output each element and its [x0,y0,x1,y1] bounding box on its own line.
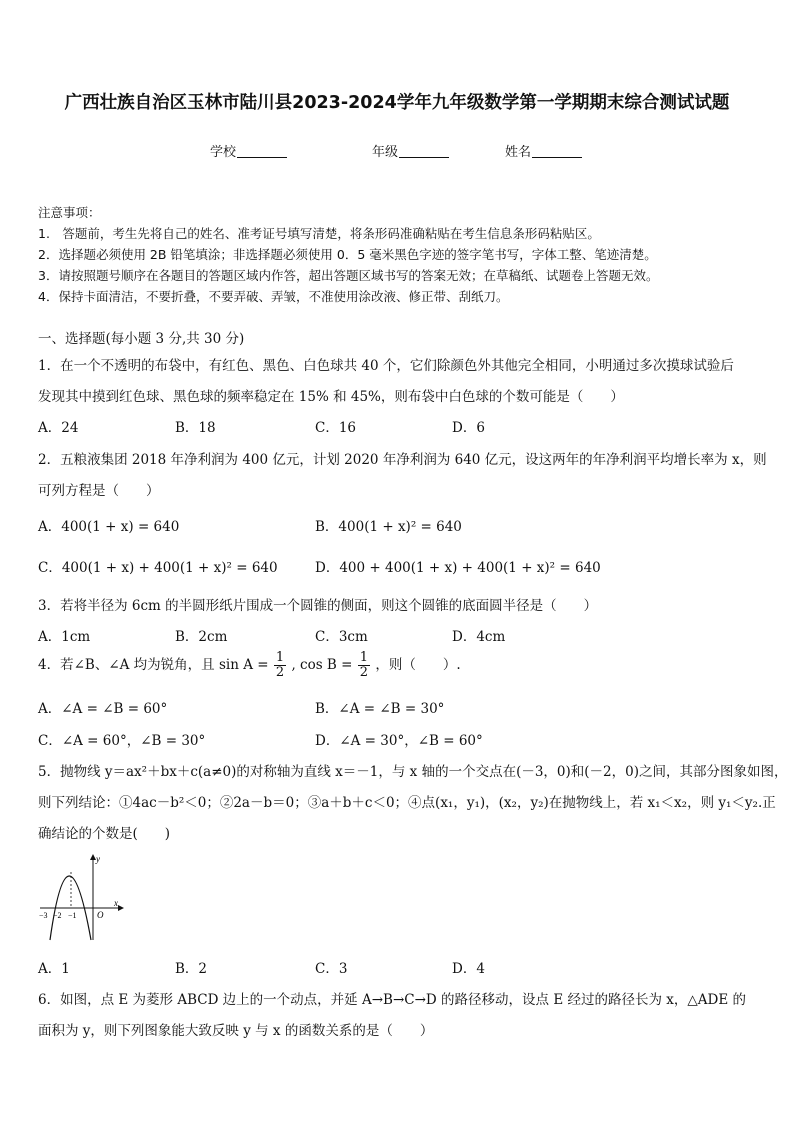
q2-option-d[interactable]: D．400 + 400(1 + x) + 400(1 + x)² = 640 [315,560,601,576]
q1-option-c[interactable]: C．16 [315,420,357,436]
q5-option-c[interactable]: C．3 [315,961,348,977]
grade-blank[interactable] [399,144,449,158]
notice-heading: 注意事项： [38,205,101,220]
name-field[interactable] [505,141,582,160]
name-label: 姓名 [505,145,532,160]
q2-option-b[interactable]: B．400(1 + x)² = 640 [315,519,462,535]
tick-label: −2 [53,911,62,920]
q4-option-a[interactable]: A．∠A = ∠B = 60° [38,701,168,717]
tick-label: −3 [39,911,48,920]
fraction-numerator: 1 [275,650,285,665]
page-title: 广西壮族自治区玉林市陆川县2023-2024学年九年级数学第一学期期末综合测试试题 [64,93,730,113]
q5-option-a[interactable]: A．1 [38,961,70,977]
notice-item: 2．选择题必须使用 2B 铅笔填涂；非选择题必须使用 0．5 毫米黑色字迹的签字笔书写，字体工整、笔迹清楚。 [38,247,657,262]
q3-option-b[interactable]: B．2cm [175,629,228,645]
q1-option-a[interactable]: A．24 [38,420,79,436]
q5-text-line3: 确结论的个数是( ) [38,826,171,842]
grade-label: 年级 [372,145,399,160]
q5-option-b[interactable]: B．2 [175,961,208,977]
fraction-numerator: 1 [359,650,369,665]
q1-option-b[interactable]: B．18 [175,420,216,436]
school-field[interactable] [210,141,287,160]
q3-option-a[interactable]: A．1cm [38,629,91,645]
q1-text-line2: 发现其中摸到红色球、黑色球的频率稳定在 15% 和 45%，则布袋中白色球的个数可能是（ ） [38,389,624,405]
x-axis-arrow-icon [118,905,124,911]
fraction [358,651,370,680]
origin-label: O [97,910,104,920]
fraction [274,651,286,680]
q3-text-line1: 3．若将半径为 6cm 的半圆形纸片围成一个圆锥的侧面，则这个圆锥的底面圆半径是（ ） [38,598,598,614]
q3-option-d[interactable]: D．4cm [452,629,506,645]
q4-prefix: 4．若∠B、∠A 均为锐角，且 sin A = [38,657,269,673]
x-axis-label: x [114,898,118,908]
fraction-denominator: 2 [275,665,285,680]
q4-option-c[interactable]: C．∠A = 60°，∠B = 30° [38,733,206,749]
y-axis-label: y [96,854,100,864]
q4-suffix: ，则（ ）. [375,657,461,673]
q1-text-line1: 1．在一个不透明的布袋中，有红色、黑色、白色球共 40 个，它们除颜色外其他完全相同，小明通过多次摸球试验后 [38,358,734,374]
notice-item: 4．保持卡面清洁，不要折叠，不要弄破、弄皱，不准使用涂改液、修正带、刮纸刀。 [38,289,509,304]
name-blank[interactable] [532,144,582,158]
grade-field[interactable] [372,141,449,160]
q5-option-d[interactable]: D．4 [452,961,485,977]
school-blank[interactable] [237,144,287,158]
q4-option-b[interactable]: B．∠A = ∠B = 30° [315,701,445,717]
school-label: 学校 [210,145,237,160]
q4-option-d[interactable]: D．∠A = 30°，∠B = 60° [315,733,483,749]
q5-text-line1: 5．抛物线 y＝ax²＋bx＋c(a≠0)的对称轴为直线 x＝－1，与 x 轴的一个交点在(－3，0)和(－2，0)之间，其部分图象如图， [38,764,788,780]
q5-text-line2: 则下列结论：①4ac－b²＜0；②2a－b＝0；③a＋b＋c＜0；④点(x₁，y₁)，(x₂，y₂)在抛物线上，若 x₁＜x₂，则 y₁＜y₂.正 [38,795,776,811]
q6-text-line1: 6．如图，点 E 为菱形 ABCD 边上的一个动点，并延 A→B→C→D 的路径移动，设点 E 经过的路径长为 x，△ADE 的 [38,992,746,1008]
notice-item: 3．请按照题号顺序在各题目的答题区域内作答，超出答题区域书写的答案无效；在草稿纸、试题卷上答题无效。 [38,268,659,283]
q4-text-line1 [38,651,461,680]
q2-text-line1: 2．五粮液集团 2018 年净利润为 400 亿元，计划 2020 年净利润为 640 亿元，设这两年的年净利润平均增长率为 x，则 [38,452,767,468]
tick-label: −1 [68,911,77,920]
fraction-denominator: 2 [359,665,369,680]
notice-item: 1. 答题前，考生先将自己的姓名、准考证号填写清楚，将条形码准确粘贴在考生信息条形码粘贴区。 [38,226,600,241]
q2-text-line2: 可列方程是（ ） [38,483,160,499]
section-heading: 一、选择题(每小题 3 分,共 30 分) [38,331,245,347]
q2-option-c[interactable]: C．400(1 + x) + 400(1 + x)² = 640 [38,560,278,576]
q2-option-a[interactable]: A．400(1 + x) = 640 [38,519,180,535]
q1-option-d[interactable]: D．6 [452,420,485,436]
parabola-graph [38,852,124,942]
q6-text-line2: 面积为 y，则下列图象能大致反映 y 与 x 的函数关系的是（ ） [38,1023,434,1039]
q3-option-c[interactable]: C．3cm [315,629,368,645]
q4-mid: , cos B = [291,657,353,673]
